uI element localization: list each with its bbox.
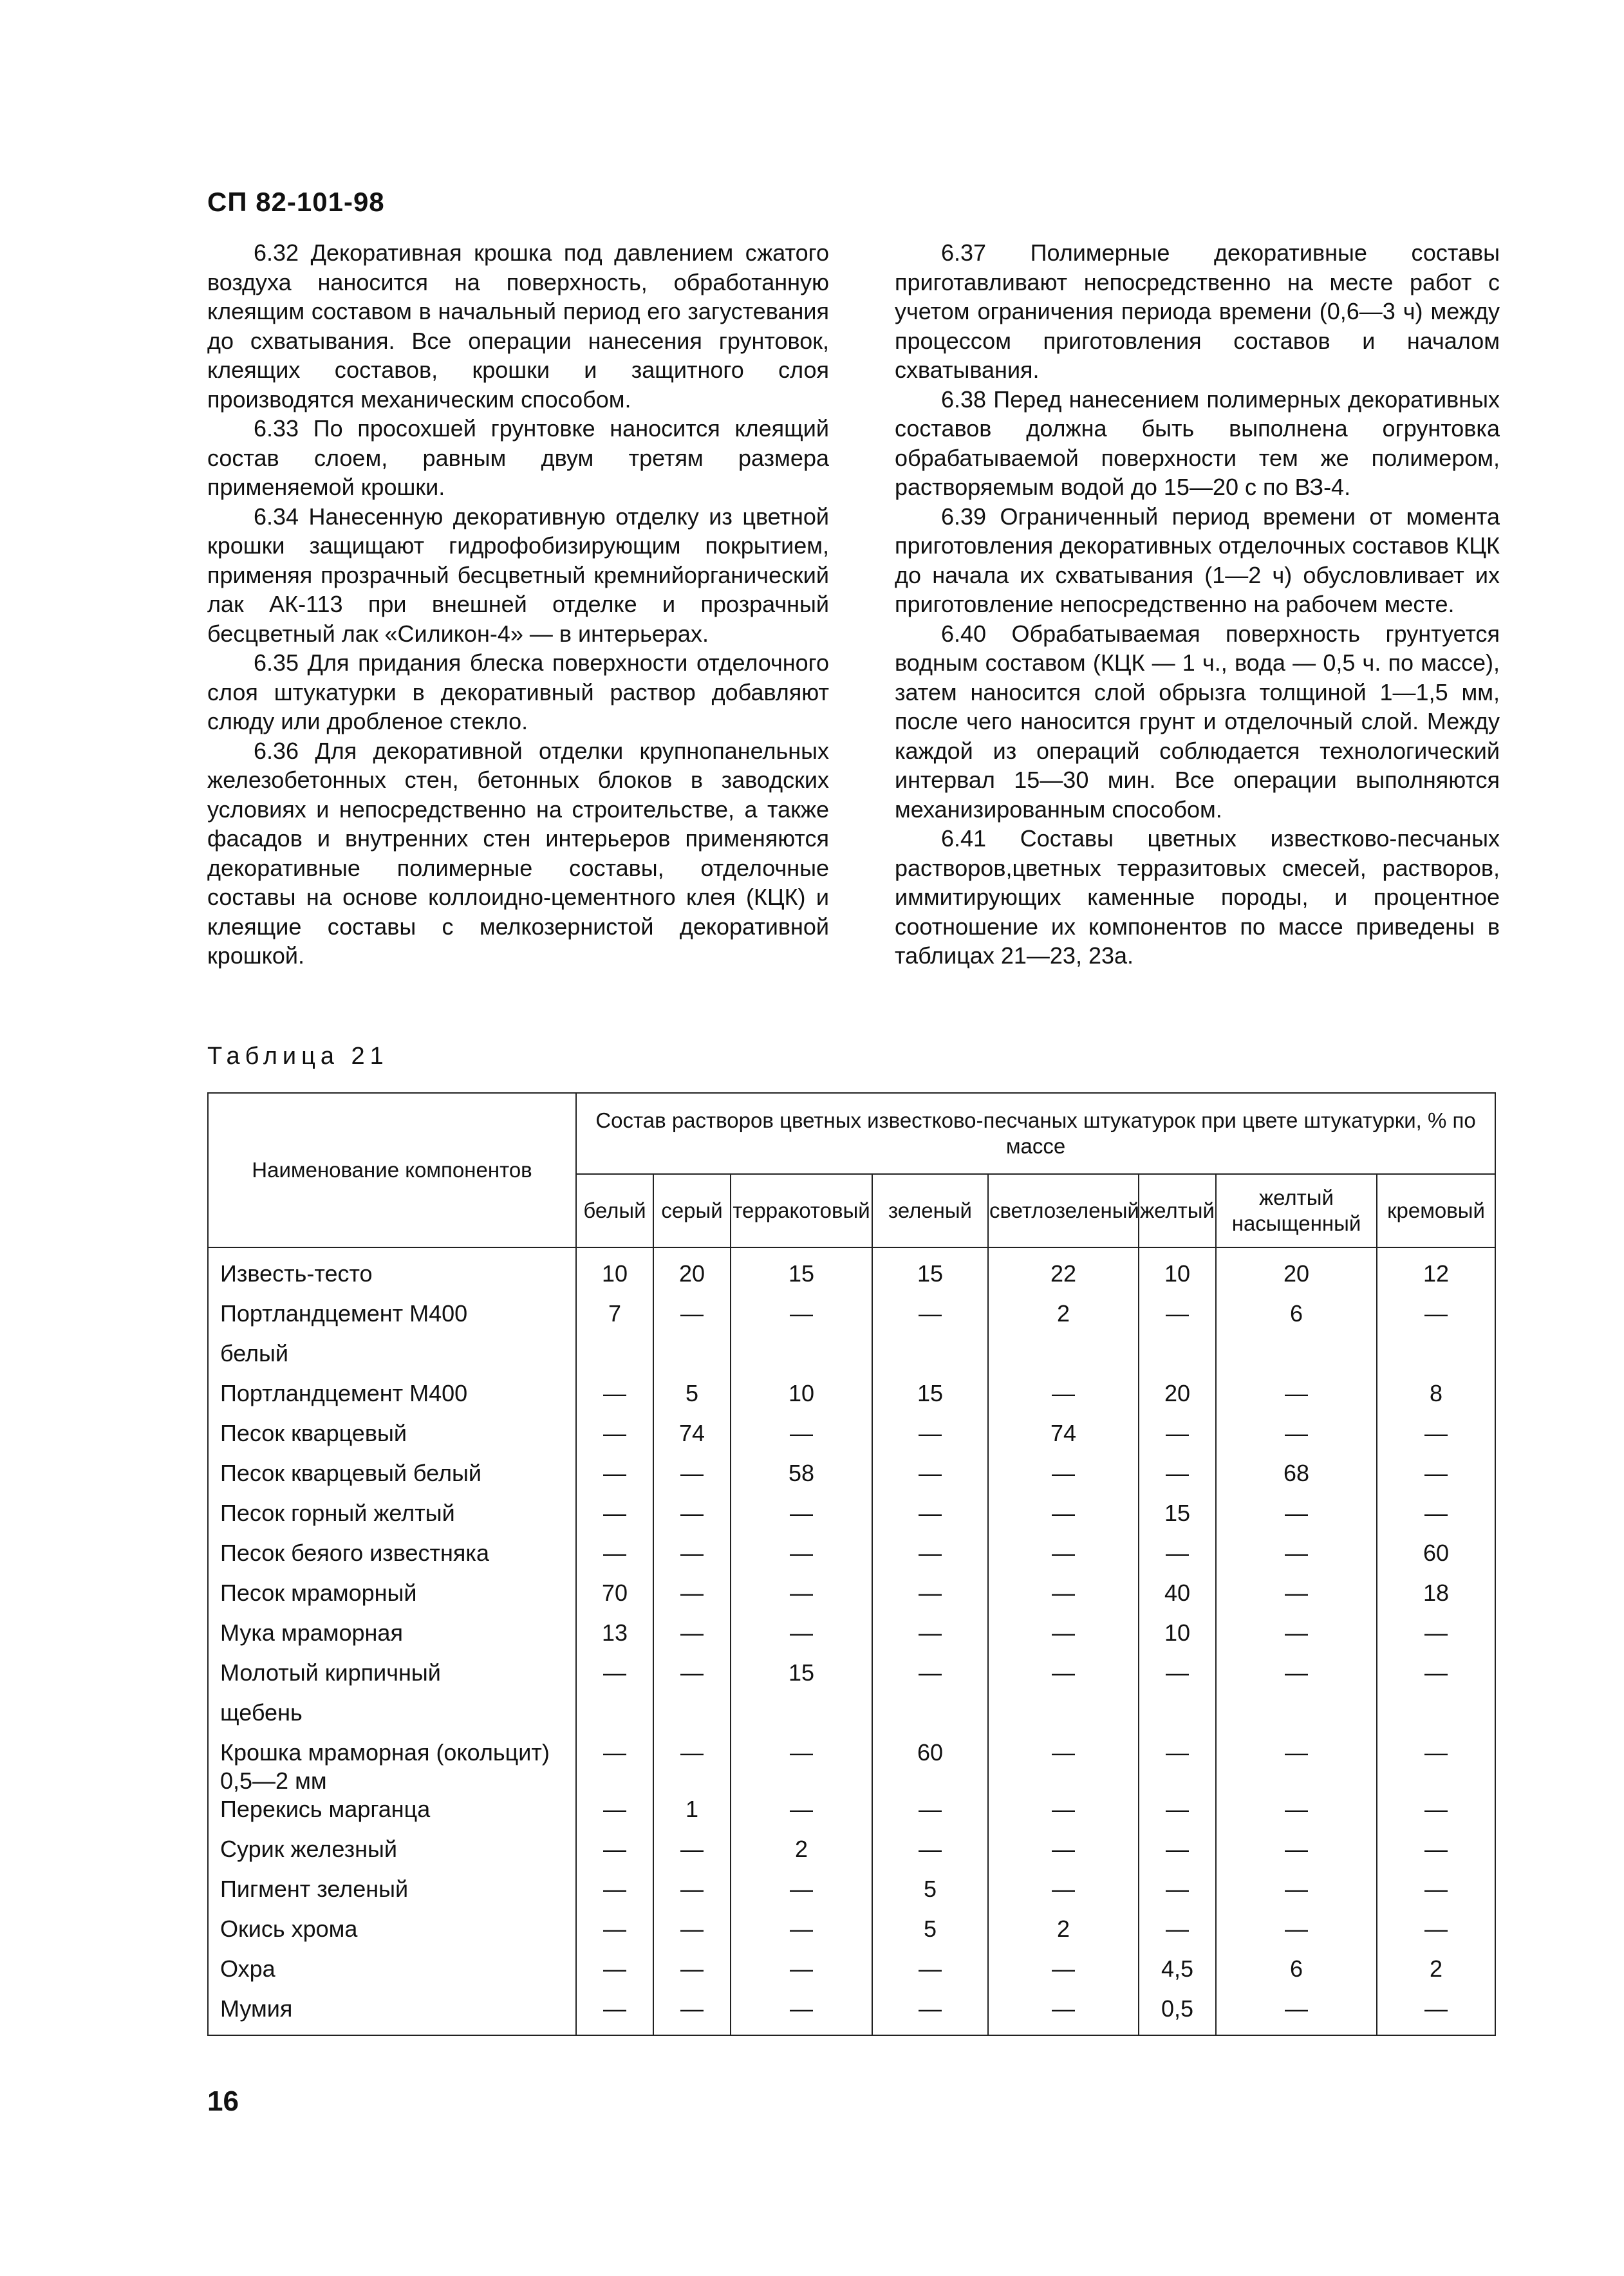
value-cell: — [1139, 1300, 1216, 1339]
table-row [208, 1379, 1495, 1419]
table-row [208, 1955, 1495, 1995]
value-cell: — [653, 1835, 731, 1875]
value-cell: 2 [731, 1835, 872, 1875]
paragraph-6-32: 6.32 Декоративная крошка под давлением сжатого воздуха наносится на поверхность, обработанную клеящим составом в начальный период его загустевания до схватывания. Все операции нанесения грунтовок, клеящих составов, крошки и защитного слоя производятся механическим способом. [207, 239, 829, 413]
value-cell: — [731, 1955, 872, 1995]
paragraph-6-38: 6.38 Перед нанесением полимерных декоративных составов должна быть выполнена огрунтовка обрабатываемой поверхности тем же полимером, растворяемым водой до 15—20 с по ВЗ-4. [895, 386, 1500, 500]
value-cell: — [653, 1659, 731, 1699]
value-cell: — [576, 1659, 653, 1699]
value-cell: — [576, 1379, 653, 1419]
value-cell: 58 [731, 1459, 872, 1499]
value-cell: — [1377, 1499, 1495, 1539]
value-cell: 1 [653, 1795, 731, 1835]
table-row [208, 1539, 1495, 1579]
value-cell [1216, 1699, 1377, 1739]
component-name-cell: Портландцемент М400 [208, 1379, 576, 1419]
value-cell: — [872, 1300, 988, 1339]
value-cell: 2 [988, 1300, 1139, 1339]
value-cell: — [988, 1539, 1139, 1579]
value-cell: — [1216, 1419, 1377, 1459]
value-cell: — [576, 1835, 653, 1875]
value-cell: — [1377, 1795, 1495, 1835]
value-cell [576, 1699, 653, 1739]
paragraph-6-41: 6.41 Составы цветных известково-песчаных растворов,цветных терразитовых смесей, растворов, иммитирующих каменные породы, и процентное соотношение их компонентов по массе приведены в таблицах 21—23, 23а. [895, 825, 1500, 969]
value-cell: 5 [872, 1915, 988, 1955]
component-name-cell: Известь-тесто [208, 1247, 576, 1300]
value-cell [988, 1339, 1139, 1379]
value-cell: — [1216, 1739, 1377, 1795]
value-cell: 74 [988, 1419, 1139, 1459]
value-cell: 12 [1377, 1247, 1495, 1300]
table-row [208, 1795, 1495, 1835]
paragraph-6-35: 6.35 Для придания блеска поверхности отделочного слоя штукатурки в декоративный раствор добавляют слюду или дробленое стекло. [207, 649, 829, 734]
component-name-cell: Мука мраморная [208, 1619, 576, 1659]
value-cell: — [872, 1539, 988, 1579]
value-cell: — [653, 1499, 731, 1539]
component-name-cell: Сурик железный [208, 1835, 576, 1875]
value-cell: 22 [988, 1247, 1139, 1300]
table-row [208, 1579, 1495, 1619]
value-cell: 15 [731, 1659, 872, 1699]
table-row [208, 1419, 1495, 1459]
value-cell: 60 [872, 1739, 988, 1795]
value-cell: — [988, 1995, 1139, 2035]
value-cell [1216, 1339, 1377, 1379]
value-cell: — [1377, 1619, 1495, 1659]
component-name-cell: Песок кварцевый [208, 1419, 576, 1459]
value-cell: — [872, 1955, 988, 1995]
value-cell: — [731, 1419, 872, 1459]
value-cell: 15 [872, 1247, 988, 1300]
paragraph-6-40: 6.40 Обрабатываемая поверхность грунтуется водным составом (КЦК — 1 ч., вода — 0,5 ч. по массе), затем наносится слой обрызга толщиной 1—1,5 мм, после чего наносится грунт и отделочный слой. Между каждой из операций соблюдается технологический интервал 15—30 мин. Все операции выполняются механизированным способом. [895, 620, 1500, 823]
component-name-cell: Перекись марганца [208, 1795, 576, 1835]
value-cell: — [988, 1379, 1139, 1419]
value-cell: — [731, 1739, 872, 1795]
value-cell: — [872, 1579, 988, 1619]
color-column-header: светлозеленый [988, 1174, 1139, 1247]
value-cell: — [872, 1499, 988, 1539]
value-cell: — [1139, 1739, 1216, 1795]
value-cell: — [1139, 1659, 1216, 1699]
value-cell: — [988, 1795, 1139, 1835]
value-cell: 8 [1377, 1379, 1495, 1419]
value-cell: — [731, 1915, 872, 1955]
value-cell: — [1377, 1835, 1495, 1875]
component-name-cell: Песок мраморный [208, 1579, 576, 1619]
value-cell: — [1216, 1659, 1377, 1699]
table-row [208, 1995, 1495, 2035]
value-cell: 68 [1216, 1459, 1377, 1499]
table-row [208, 1499, 1495, 1539]
table-row [208, 1875, 1495, 1915]
value-cell: 13 [576, 1619, 653, 1659]
color-column-header: зеленый [872, 1174, 988, 1247]
value-cell: — [1139, 1539, 1216, 1579]
value-cell: — [1139, 1795, 1216, 1835]
value-cell [653, 1339, 731, 1379]
value-cell: — [1216, 1995, 1377, 2035]
value-cell: — [872, 1659, 988, 1699]
value-cell: — [1139, 1459, 1216, 1499]
composition-table-wrapper [207, 1092, 1495, 2036]
paragraph-6-37: 6.37 Полимерные декоративные составы приготавливают непосредственно на месте работ с учетом ограничения периода времени (0,6—3 ч) между процессом приготовления составов и началом схватывания. [895, 239, 1500, 383]
value-cell: — [653, 1579, 731, 1619]
value-cell: 10 [731, 1379, 872, 1419]
value-cell: — [988, 1579, 1139, 1619]
value-cell: 6 [1216, 1300, 1377, 1339]
value-cell: — [576, 1539, 653, 1579]
component-name-cell: Пигмент зеленый [208, 1875, 576, 1915]
value-cell [576, 1339, 653, 1379]
value-cell: — [731, 1795, 872, 1835]
value-cell: 20 [1216, 1247, 1377, 1300]
value-cell: — [988, 1739, 1139, 1795]
value-cell: 2 [988, 1915, 1139, 1955]
value-cell [1139, 1699, 1216, 1739]
value-cell: — [576, 1875, 653, 1915]
table-row [208, 1699, 1495, 1739]
left-text-column [207, 238, 829, 971]
value-cell: — [1216, 1379, 1377, 1419]
composition-group-header: Состав растворов цветных известково-песчаных штукатурок при цвете штукатурки, % по массе [576, 1093, 1495, 1174]
value-cell: 10 [576, 1247, 653, 1300]
value-cell: — [872, 1419, 988, 1459]
value-cell: — [1377, 1995, 1495, 2035]
paragraph-6-36: 6.36 Для декоративной отделки крупнопанельных железобетонных стен, бетонных блоков в заводских условиях и непосредственно на строительстве, а также фасадов и внутренних стен интерьеров применяются декоративные полимерные составы, отделочные составы на основе коллоидно-цементного клея (КЦК) и клеящие составы с мелкозернистой декоративной крошкой. [207, 737, 829, 969]
value-cell [1377, 1699, 1495, 1739]
value-cell: — [872, 1835, 988, 1875]
value-cell: — [1377, 1300, 1495, 1339]
value-cell: — [1216, 1875, 1377, 1915]
component-name-cell: Охра [208, 1955, 576, 1995]
paragraph-6-34: 6.34 Нанесенную декоративную отделку из цветной крошки защищают гидрофобизирующим покрытием, применяя прозрачный бесцветный кремнийорганический лак АК-113 при внешней отделке и прозрачный бесцветный лак «Силикон-4» — в интерьерах. [207, 503, 829, 647]
color-column-header: желтый насыщенный [1216, 1174, 1377, 1247]
value-cell: — [731, 1619, 872, 1659]
component-name-cell: Песок кварцевый белый [208, 1459, 576, 1499]
value-cell: 2 [1377, 1955, 1495, 1995]
value-cell: — [1216, 1915, 1377, 1955]
value-cell [872, 1699, 988, 1739]
value-cell: — [576, 1739, 653, 1795]
value-cell: — [653, 1875, 731, 1915]
table-row [208, 1619, 1495, 1659]
document-code: СП 82-101-98 [207, 187, 385, 217]
table-row [208, 1300, 1495, 1339]
component-name-cell: Окись хрома [208, 1915, 576, 1955]
value-cell: — [988, 1619, 1139, 1659]
value-cell: — [988, 1459, 1139, 1499]
component-name-cell: Крошка мраморная (окольцит) 0,5—2 мм [208, 1739, 576, 1795]
value-cell: 74 [653, 1419, 731, 1459]
color-column-header: серый [653, 1174, 731, 1247]
value-cell: — [872, 1795, 988, 1835]
value-cell: — [731, 1579, 872, 1619]
value-cell: — [1216, 1579, 1377, 1619]
value-cell: — [576, 1955, 653, 1995]
value-cell [1139, 1339, 1216, 1379]
value-cell: 70 [576, 1579, 653, 1619]
value-cell: 10 [1139, 1247, 1216, 1300]
value-cell: 40 [1139, 1579, 1216, 1619]
value-cell [731, 1699, 872, 1739]
value-cell: — [576, 1459, 653, 1499]
right-text-column [895, 238, 1500, 971]
value-cell: — [1139, 1875, 1216, 1915]
value-cell: — [731, 1875, 872, 1915]
value-cell: 0,5 [1139, 1995, 1216, 2035]
value-cell: 15 [1139, 1499, 1216, 1539]
value-cell: — [1216, 1499, 1377, 1539]
value-cell [988, 1699, 1139, 1739]
component-name-cell: Молотый кирпичный [208, 1659, 576, 1699]
value-cell: — [731, 1499, 872, 1539]
value-cell [653, 1699, 731, 1739]
value-cell [872, 1339, 988, 1379]
value-cell: — [1377, 1459, 1495, 1499]
value-cell [1377, 1339, 1495, 1379]
paragraph-6-39: 6.39 Ограниченный период времени от момента приготовления декоративных отделочных составов КЦК до начала их схватывания (1—2 ч) обусловливает их приготовление непосредственно на рабочем месте. [895, 503, 1500, 617]
value-cell: — [576, 1995, 653, 2035]
value-cell: — [1139, 1915, 1216, 1955]
value-cell: — [1377, 1659, 1495, 1699]
value-cell: 60 [1377, 1539, 1495, 1579]
value-cell: — [653, 1539, 731, 1579]
color-column-header: белый [576, 1174, 653, 1247]
value-cell: — [1139, 1419, 1216, 1459]
value-cell: — [653, 1995, 731, 2035]
value-cell: — [1139, 1835, 1216, 1875]
component-name-cell: белый [208, 1339, 576, 1379]
value-cell: — [1377, 1875, 1495, 1915]
value-cell: — [988, 1875, 1139, 1915]
value-cell: — [872, 1459, 988, 1499]
value-cell: 6 [1216, 1955, 1377, 1995]
value-cell: — [1377, 1419, 1495, 1459]
value-cell: — [576, 1499, 653, 1539]
value-cell: 10 [1139, 1619, 1216, 1659]
component-name-cell: Песок беяого известняка [208, 1539, 576, 1579]
value-cell: — [576, 1419, 653, 1459]
value-cell: 15 [872, 1379, 988, 1419]
table-row [208, 1739, 1495, 1795]
page-number: 16 [207, 2085, 239, 2117]
value-cell: — [731, 1995, 872, 2035]
value-cell: 20 [1139, 1379, 1216, 1419]
value-cell: 5 [872, 1875, 988, 1915]
component-name-cell: Мумия [208, 1995, 576, 2035]
value-cell: — [653, 1739, 731, 1795]
table-row [208, 1339, 1495, 1379]
value-cell: — [1216, 1619, 1377, 1659]
component-name-cell: Песок горный желтый [208, 1499, 576, 1539]
value-cell: — [872, 1995, 988, 2035]
value-cell: — [1216, 1795, 1377, 1835]
value-cell: — [653, 1300, 731, 1339]
table-row [208, 1659, 1495, 1699]
components-header: Наименование компонентов [208, 1093, 576, 1247]
value-cell: — [1216, 1539, 1377, 1579]
value-cell: — [988, 1955, 1139, 1995]
value-cell [731, 1339, 872, 1379]
value-cell: 15 [731, 1247, 872, 1300]
value-cell: — [1377, 1915, 1495, 1955]
value-cell: 4,5 [1139, 1955, 1216, 1995]
table-row [208, 1835, 1495, 1875]
table-caption: Таблица 21 [207, 1043, 389, 1070]
value-cell: — [731, 1539, 872, 1579]
value-cell: — [872, 1619, 988, 1659]
value-cell: — [1216, 1835, 1377, 1875]
paragraph-6-33: 6.33 По просохшей грунтовке наносится клеящий состав слоем, равным двум третям размера применяемой крошки. [207, 415, 829, 500]
value-cell: — [988, 1659, 1139, 1699]
value-cell: 5 [653, 1379, 731, 1419]
table-row [208, 1247, 1495, 1300]
value-cell: — [576, 1915, 653, 1955]
component-name-cell: Портландцемент М400 [208, 1300, 576, 1339]
value-cell: — [653, 1955, 731, 1995]
value-cell: — [653, 1619, 731, 1659]
color-column-header: желтый [1139, 1174, 1216, 1247]
value-cell: — [1377, 1739, 1495, 1795]
value-cell: 7 [576, 1300, 653, 1339]
value-cell: 18 [1377, 1579, 1495, 1619]
value-cell: — [988, 1835, 1139, 1875]
table-row [208, 1915, 1495, 1955]
value-cell: — [731, 1300, 872, 1339]
color-column-header: терракотовый [731, 1174, 872, 1247]
value-cell: 20 [653, 1247, 731, 1300]
value-cell: — [653, 1459, 731, 1499]
value-cell: — [988, 1499, 1139, 1539]
value-cell: — [653, 1915, 731, 1955]
color-column-header: кремовый [1377, 1174, 1495, 1247]
table-row [208, 1459, 1495, 1499]
composition-table [207, 1092, 1496, 2036]
component-name-cell: щебень [208, 1699, 576, 1739]
value-cell: — [576, 1795, 653, 1835]
